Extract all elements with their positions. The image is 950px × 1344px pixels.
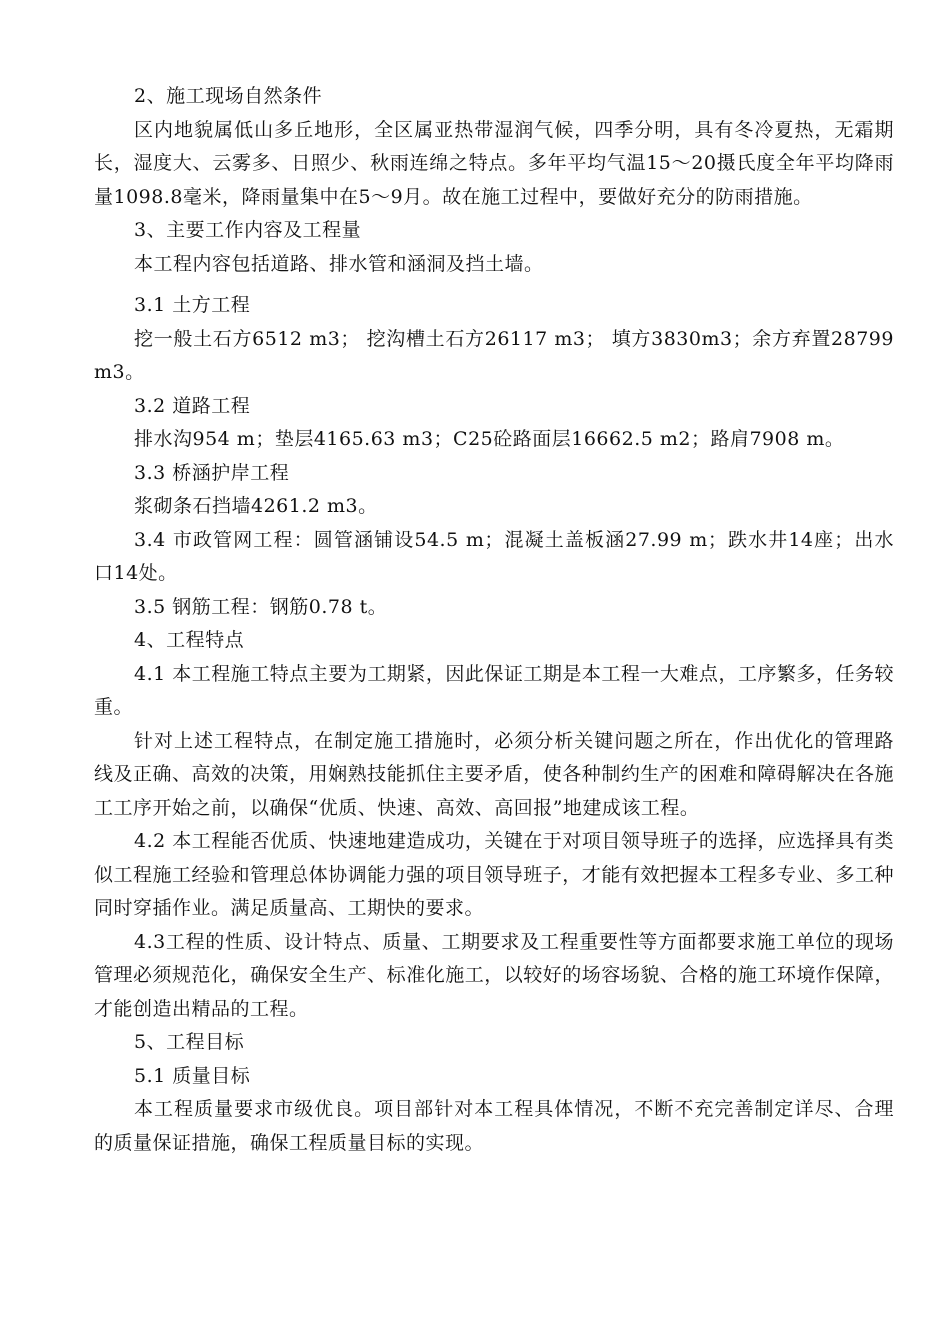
section-heading-site-conditions: 2、施工现场自然条件: [134, 85, 323, 107]
paragraph-feature-4-2: 4.2 本工程能否优质、快速地建造成功，关键在于对项目领导班子的选择，应选择具有类似工程施工经验和管理总体协调能力强的项目领导班子，才能有效把握本工程多专业、多工种同时穿插作业。满足质量高、工期快的要求。: [94, 830, 894, 919]
paragraph-earthwork-quantities: 挖一般土石方6512 m3； 挖沟槽土石方26117 m3； 填方3830m3；余方弃置28799 m3。: [94, 327, 894, 383]
paragraph-municipal-pipe-network: 3.4 市政管网工程：圆管涵铺设54.5 m；混凝土盖板涵27.99 m；跌水井14座；出水口14处。: [94, 528, 894, 584]
subsection-heading-bridge-culvert: 3.3 桥涵护岸工程: [134, 461, 290, 484]
subsection-heading-quality-goal: 5.1 质量目标: [134, 1064, 251, 1087]
subsection-heading-road-work: 3.2 道路工程: [134, 394, 251, 417]
paragraph-retaining-wall: 浆砌条石挡墙4261.2 m3。: [134, 495, 378, 517]
paragraph-natural-conditions: 区内地貌属低山多丘地形，全区属亚热带湿润气候，四季分明，具有冬冷夏热，无霜期长，湿度大、云雾多、日照少、秋雨连绵之特点。多年平均气温15～20摄氏度全年平均降雨量1098.8毫米，降雨量集中在5～9月。故在施工过程中，要做好充分的防雨措施。: [94, 118, 894, 208]
paragraph-road-quantities: 排水沟954 m；垫层4165.63 m3；C25砼路面层16662.5 m2；路肩7908 m。: [134, 428, 845, 450]
paragraph-quality-goal: 本工程质量要求市级优良。项目部针对本工程具体情况，不断不充完善制定详尽、合理的质量保证措施，确保工程质量目标的实现。: [94, 1098, 894, 1154]
paragraph-rebar-work: 3.5 钢筋工程：钢筋0.78 t。: [134, 595, 388, 618]
document-body: [94, 80, 894, 1160]
section-heading-project-goals: 5、工程目标: [134, 1031, 245, 1053]
paragraph-feature-4-1: 4.1 本工程施工特点主要为工期紧，因此保证工期是本工程一大难点，工序繁多，任务较重。: [94, 662, 894, 718]
subsection-heading-earthwork: 3.1 土方工程: [134, 294, 251, 316]
paragraph-feature-measures: 针对上述工程特点，在制定施工措施时，必须分析关键问题之所在，作出优化的管理路线及正确、高效的决策，用娴熟技能抓住主要矛盾，使各种制约生产的困难和障碍解决在各施工工序开始之前，以确保“优质、快速、高效、高回报”地建成该工程。: [94, 729, 894, 819]
section-heading-main-work: 3、主要工作内容及工程量: [134, 219, 362, 241]
paragraph-work-scope: 本工程内容包括道路、排水管和涵洞及挡土墙。: [134, 252, 544, 275]
section-heading-project-features: 4、工程特点: [134, 629, 245, 651]
paragraph-feature-4-3: 4.3工程的性质、设计特点、质量、工期要求及工程重要性等方面都要求施工单位的现场管理必须规范化，确保安全生产、标准化施工，以较好的场容场貌、合格的施工环境作保障，才能创造出精品的工程。: [94, 930, 894, 1020]
